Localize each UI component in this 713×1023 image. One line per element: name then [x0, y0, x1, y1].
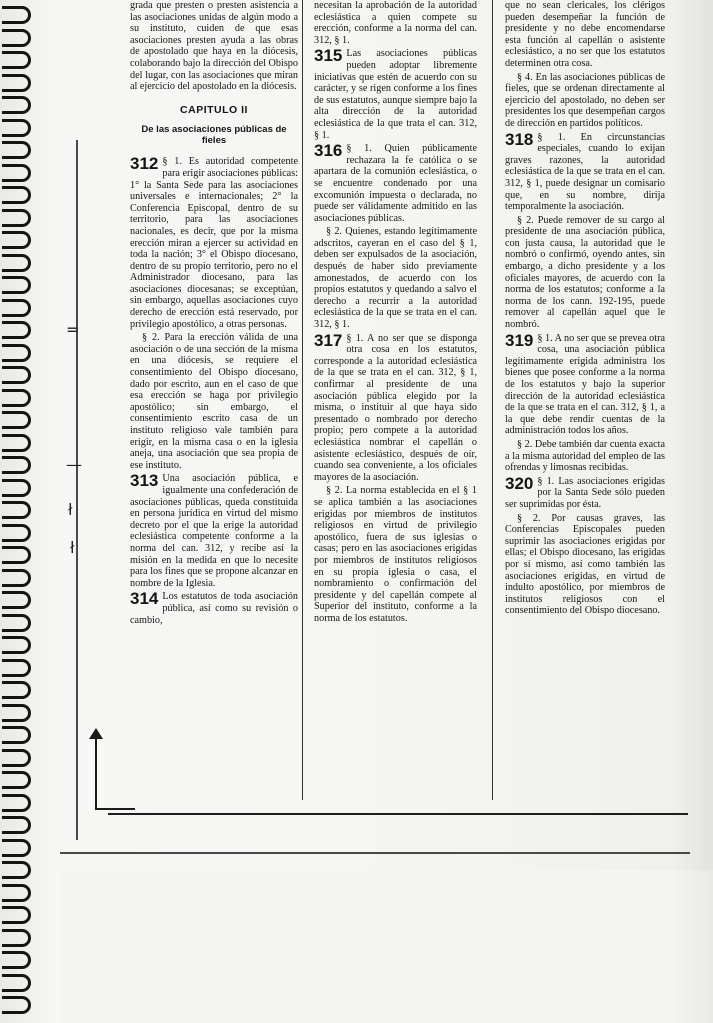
col2-continuation: necesitan la aprobación de la autoridad eclesiástica a quien compete su erección, conforme a la norma del can. 312, § 1. [314, 0, 477, 46]
canon-317-p4: § 4. En las asociaciones públicas de fieles, que se ordenan directamente al ejercicio del apostolado, no deben ser presidentes los que desempeñan cargos de dirección en partidos políticos. [505, 71, 665, 129]
spiral-ring [2, 96, 31, 114]
spiral-ring [2, 299, 31, 317]
handwritten-arrow-foot [95, 808, 135, 810]
spiral-ring [2, 906, 31, 924]
canon-319-p1: 319 § 1. A no ser que se prevea otra cosa, una asociación pública legítimamente erigida administra los bienes que posee conforme a la norma de los estatutos y bajo la superior dirección de la autoridad eclesiástica de la que se trata en el can. 312, § 1, a la que debe rendir cuentas de la administración todos los años. [505, 330, 665, 437]
spiral-ring [2, 816, 31, 834]
canon-number-315: 315 [314, 46, 343, 66]
spiral-ring [2, 659, 31, 677]
spiral-ring [2, 726, 31, 744]
spiral-ring [2, 344, 31, 362]
column-rule-1 [302, 0, 303, 800]
bottom-rule-1 [108, 813, 688, 815]
spiral-ring [2, 74, 31, 92]
spiral-ring [2, 456, 31, 474]
margin-mark-4: ł [70, 538, 75, 557]
spiral-ring [2, 929, 31, 947]
canon-number-318: 318 [505, 129, 534, 149]
spiral-ring [2, 794, 31, 812]
bottom-rule-2 [60, 852, 690, 854]
spiral-ring [2, 974, 31, 992]
canon-318-p2: § 2. Puede remover de su cargo al presidente de una asociación pública, con justa causa, la autoridad que le nombró o confirmó, oyendo antes, sin embargo, a dicho presidente y a los oficiales mayores, de acuerdo con la norma de los estatutos; conforme a la norma de los cann. 192-195, puede remover al capellán aquel que le nombró. [505, 214, 665, 331]
chapter-subtitle: De las asociaciones públicas de fieles [141, 124, 287, 147]
spiral-ring [2, 186, 31, 204]
spiral-ring [2, 209, 31, 227]
canon-number-312: 312 [130, 154, 159, 174]
canon-315: 315 Las asociaciones públicas pueden adoptar libremente iniciativas que estén de acuerdo con su carácter, y se rigen conforme a los fines de sus estatutos, aunque siempre bajo la alta dirección de la autoridad eclesiástica de la que trata el can. 312, § 1. [314, 46, 477, 141]
canon-313: 313 Una asociación pública, e igualmente una confederación de asociaciones públicas, queda constituida en persona jurídica en virtud del mismo decreto por el que la erige la autoridad eclesiástica competente conforme a la norma del can. 312, y recibe así la misión en la medida en que lo necesite para los fines que se propone alcanzar en nombre de la Iglesia. [130, 471, 298, 589]
spiral-ring [2, 749, 31, 767]
col3-continuation: que no sean clericales, los clérigos pueden desempeñar la función de presidente y no debe encomendarse esta función al capellán o asistente eclesiástico, a no ser que los estatutos determinen otra cosa. [505, 0, 665, 69]
spiral-ring [2, 119, 31, 137]
margin-mark-3: ł [68, 500, 73, 519]
canon-319-p2: § 2. Debe también dar cuenta exacta a la misma autoridad del empleo de las ofrendas y limosnas recibidas. [505, 438, 665, 474]
spiral-ring [2, 839, 31, 857]
spiral-ring [2, 321, 31, 339]
text-column-2 [314, 0, 477, 785]
spiral-ring [2, 771, 31, 789]
spiral-ring [2, 524, 31, 542]
spiral-ring [2, 614, 31, 632]
canon-number-320: 320 [505, 473, 534, 493]
spiral-ring [2, 704, 31, 722]
spiral-ring [2, 389, 31, 407]
canon-320-p2: § 2. Por causas graves, las Conferencias Episcopales pueden suprimir las asociaciones erigidas por ellas; el Obispo diocesano, las erigidas por sí mismo, así como también las asociaciones erigidas, en virtud de indulto apostólico, por miembros de institutos religiosos con el consentimiento del Obispo diocesano. [505, 512, 665, 617]
spiral-binding [0, 0, 34, 1023]
canon-317-p2: § 2. La norma establecida en el § 1 se aplica también a las asociaciones erigidas por miembros de institutos religiosos en virtud de privilegio apostólico, fuera de sus iglesias o casas; pero en las asociaciones erigidas por miembros de institutos religiosos en su propia iglesia o casa, el nombramiento o confirmación del presidente y del capellán compete al Superior del instituto, conforme a la norma de los estatutos. [314, 485, 477, 624]
canon-316-p2: § 2. Quienes, estando legítimamente adscritos, cayeran en el caso del § 1, deben ser expulsados de la asociación, después de haber sido previamente amonestados, de acuerdo con los propios estatutos y quedando a salvo el derecho a recurrir a la autoridad eclesiástica de la que se trata en el can. 312, § 1. [314, 226, 477, 331]
spiral-ring [2, 591, 31, 609]
canon-number-314: 314 [130, 589, 159, 609]
canon-312-p1: 312 § 1. Es autoridad competente para erigir asociaciones públicas: 1° la Santa Sede para las asociaciones universales e internacionales; 2° la Conferencia Episcopal, dentro de su territorio, para las asociaciones nacionales, es decir, que por la misma erección miran a ejercer su actividad en toda la nación; 3° el Obispo diocesano, dentro de su propio territorio, pero no el Administrador diocesano, para las asociaciones diocesanas; se exceptúan, sin embargo, aquellas asociaciones cuyo derecho de erección está reservado, por privilegio apostólico, a otras personas. [130, 154, 298, 330]
spiral-ring [2, 411, 31, 429]
spiral-ring [2, 681, 31, 699]
chapter-heading: CAPITULO II [180, 103, 248, 116]
spiral-ring [2, 636, 31, 654]
canon-314: 314 Los estatutos de toda asociación pública, así como su revisión o cambio, [130, 589, 298, 626]
col1-continuation: grada que presten o presten asistencia a las asociaciones unidas de algún modo a su instituto, cuiden de que esas asociaciones presten ayuda a las obras de apostolado que haya en la diócesis, colaborando bajo la dirección del Obispo del lugar, con las asociaciones que miran al ejercicio del apostolado en la diócesis. [130, 0, 298, 93]
canon-number-316: 316 [314, 141, 343, 161]
spiral-ring [2, 996, 31, 1014]
margin-mark-1: = [66, 320, 80, 339]
spiral-ring [2, 434, 31, 452]
spiral-ring [2, 276, 31, 294]
spiral-ring [2, 546, 31, 564]
canon-316-p1: 316 § 1. Quien públicamente rechazara la fe católica o se apartara de la comunión eclesiástica, o se encuentre condenado por una excomunión impuesta o declarada, no puede ser válidamente admitido en las asociaciones públicas. [314, 141, 477, 224]
spiral-ring [2, 501, 31, 519]
canon-317-p1: 317 § 1. A no ser que se disponga otra cosa en los estatutos, corresponde a la autoridad eclesiástica de la que se trata en el can. 312, § 1, confirmar al presidente de una asociación pública elegido por la misma, o instituir al que haya sido presentado o nombrado por derecho propio; pero compete a la autoridad eclesiástica nombrar el capellán o asistente eclesiástico, después de oír, cuando sea conveniente, a los oficiales mayores de la asociación. [314, 330, 477, 483]
canon-number-319: 319 [505, 330, 534, 350]
spiral-ring [2, 366, 31, 384]
margin-mark-2: — [66, 455, 82, 474]
spiral-ring [2, 231, 31, 249]
page-shadow [668, 0, 713, 1023]
text-column-1 [130, 0, 298, 812]
handwritten-arrow-shaft [95, 735, 97, 810]
spiral-ring [2, 569, 31, 587]
canon-number-313: 313 [130, 471, 159, 491]
spiral-ring [2, 254, 31, 272]
spiral-ring [2, 29, 31, 47]
blank-lower-margin [60, 870, 713, 1023]
spiral-ring [2, 884, 31, 902]
spiral-ring [2, 164, 31, 182]
canon-312-p2: § 2. Para la erección válida de una asociación o de una sección de la misma en una diócesis, se requiere el consentimiento del Obispo diocesano, dado por escrito, aun en el caso de que esa erección se haga por privilegio apostólico; sin embargo, el consentimiento escrito casa de un instituto religioso vale también para erigir, en la misma casa o en la iglesia aneja, una asociación que sea propia de ese instituto. [130, 332, 298, 471]
text-column-3 [505, 0, 665, 785]
spiral-ring [2, 479, 31, 497]
spiral-ring [2, 51, 31, 69]
canon-318-p1: 318 § 1. En circunstancias especiales, cuando lo exijan graves razones, la autoridad eclesiástica de la que se trata en el can. 312, § 1, puede designar un comisario que, en su nombre, dirija temporalmente la asociación. [505, 129, 665, 213]
spiral-ring [2, 141, 31, 159]
spiral-ring [2, 861, 31, 879]
canon-number-317: 317 [314, 330, 343, 350]
canon-320-p1: 320 § 1. Las asociaciones erigidas por la Santa Sede sólo pueden ser suprimidas por ésta. [505, 473, 665, 510]
spiral-ring [2, 951, 31, 969]
spiral-ring [2, 6, 31, 24]
column-rule-2 [492, 0, 493, 800]
